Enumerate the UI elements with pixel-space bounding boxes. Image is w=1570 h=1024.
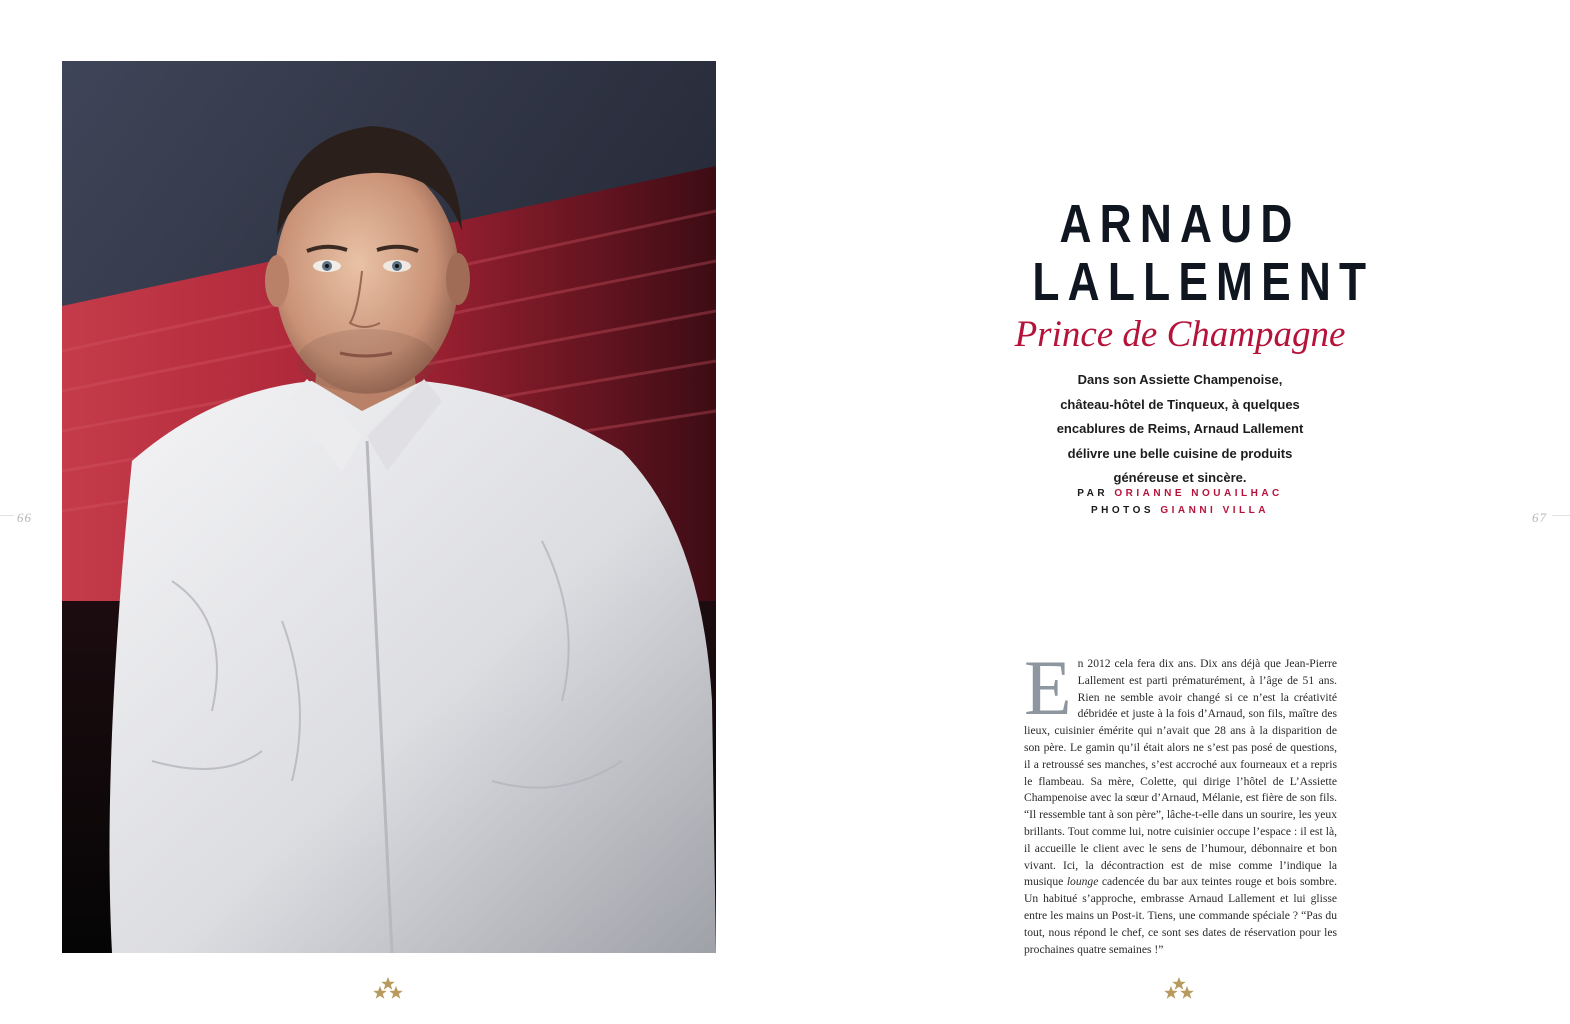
portrait-photo — [62, 61, 716, 953]
article-credits — [1030, 485, 1330, 519]
photo-credit — [1030, 502, 1330, 519]
drop-cap: E — [1024, 644, 1072, 731]
photographer-name: GIANNI VILLA — [1160, 505, 1269, 516]
headline-last-name: LALLEMENT — [1032, 252, 1375, 312]
headline-first-name: ARNAUD — [1059, 194, 1301, 254]
page-edge-rule-left — [0, 515, 14, 516]
article-body-part-2: cadencée du bar aux teintes rouge et bois sombre. Un habitué s’approche, embrasse Arnaud Lallement et lui glisse entre les mains un Post-it. Tiens, une commande spéciale ? “Pas du tout, nous répond le chef, ce sont ses dates de réservation pour les prochaines quatre semaines !” — [1024, 875, 1337, 956]
author-label: PAR — [1077, 488, 1109, 499]
article-lede: Dans son Assiette Champenoise, château-hôtel de Tinqueux, à quelques encablures de Reims, Arnaud Lallement délivre une belle cuisine de produits généreuse et sincère. — [1056, 372, 1304, 485]
three-stars-icon — [373, 976, 403, 1000]
three-stars-icon — [1164, 976, 1194, 1000]
photo-label: PHOTOS — [1091, 505, 1155, 516]
author-credit — [1030, 485, 1330, 502]
article-italic-word: lounge — [1066, 875, 1099, 889]
article-body-part-1: n 2012 cela fera dix ans. Dix ans déjà que Jean-Pierre Lallement est parti prématurément, à l’âge de 51 ans. Rien ne semble avoir changé si ce n’est la créativité débridée et juste à la fois d’Arnaud, son fils, maître des lieux, cuisinier émérite qui n’avait que 28 ans à la disparition de son père. Le gamin qu’il était alors ne s’est pas posé de questions, il a retroussé ses manches, s’est accroché aux fourneaux et a repris le flambeau. Sa mère, Colette, qui dirige l’hôtel de L’Assiette Champenoise avec la sœur d’Arnaud, Mélanie, est fière de son fils. “Il ressemble tant à son père”, lâche-t-elle dans un sourire, les yeux brillants. Tout comme lui, notre cuisinier occupe l’espace : il est là, il accueille le client avec le sens de l’humour, débonnaire et bon vivant. Ici, la décontraction est de mise comme l’indique la musique — [1024, 657, 1337, 889]
headline-subtitle: Prince de Champagne — [1014, 314, 1346, 355]
article-body — [1024, 644, 1337, 958]
article-headline — [1000, 194, 1375, 356]
page-edge-rule-right — [1552, 515, 1570, 516]
page-number-right: 67 — [1532, 510, 1547, 525]
author-name: ORIANNE NOUAILHAC — [1114, 488, 1283, 499]
page-number-left: 66 — [17, 510, 32, 525]
